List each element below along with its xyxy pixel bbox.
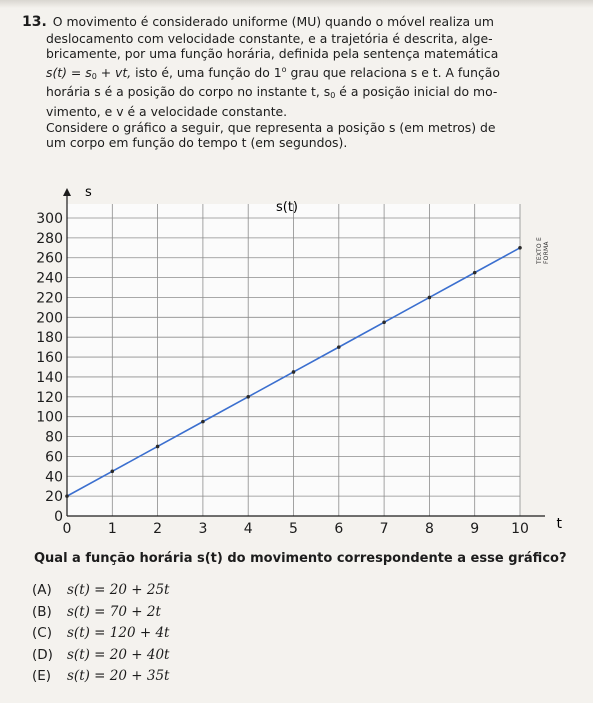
x-axis-label: t [556, 516, 562, 532]
data-point [246, 395, 250, 399]
question-line-4-text: isto é, uma função do 1 [131, 64, 282, 80]
data-point [337, 345, 341, 349]
position-time-chart [0, 178, 560, 543]
y-tick-label: 80 [45, 429, 63, 446]
option-d-text: s(t) = 20 + 40t [67, 646, 170, 663]
x-tick-label: 6 [334, 521, 344, 537]
y-tick-label: 260 [36, 250, 63, 267]
s0-subscript: 0 [330, 91, 336, 101]
data-point [518, 246, 522, 250]
x-tick-label: 8 [424, 521, 434, 537]
y-tick-label: 220 [36, 290, 63, 307]
question-line-1-text: O movimento é considerado uniforme (MU) quando o móvel realiza um [52, 14, 494, 29]
data-point [428, 296, 432, 300]
option-e[interactable] [32, 666, 169, 688]
data-point [473, 271, 477, 275]
y-axis-arrow [63, 188, 71, 196]
x-tick-label: 10 [511, 521, 529, 537]
option-d[interactable] [32, 645, 169, 667]
equation-subscript: 0 [91, 71, 97, 81]
degree-superscript: o [281, 64, 287, 74]
y-tick-label: 180 [36, 330, 63, 347]
y-tick-label: 140 [36, 369, 63, 386]
question-line-8: um corpo em função do tempo t (em segundos). [46, 135, 348, 151]
x-tick-label: 1 [107, 521, 117, 537]
equation-rest: + vt, [96, 64, 132, 80]
x-tick-label: 4 [243, 521, 253, 537]
x-tick-label: 7 [379, 521, 389, 537]
question-line-4-end: grau que relaciona s e t. A função [286, 64, 500, 80]
question-line-7: Considere o gráfico a seguir, que representa a posição s (em metros) de [46, 119, 496, 135]
y-tick-label: 100 [36, 409, 63, 426]
option-c[interactable] [32, 623, 169, 645]
y-tick-label: 0 [54, 509, 63, 525]
x-tick-label: 0 [62, 521, 72, 537]
x-tick-label: 5 [289, 521, 298, 537]
y-tick-label: 40 [45, 469, 63, 486]
y-tick-label: 160 [36, 350, 63, 367]
question-prompt: Qual a função horária s(t) do movimento correspondente a esse gráfico? [34, 551, 567, 566]
y-tick-label: 60 [45, 449, 63, 466]
data-point [382, 321, 386, 325]
option-a[interactable] [32, 580, 169, 602]
y-tick-label: 20 [45, 489, 63, 506]
option-c-label: (C) [32, 625, 52, 641]
option-e-label: (E) [32, 668, 52, 684]
data-point [65, 494, 69, 498]
y-tick-label: 240 [36, 270, 63, 287]
question-line-4 [22, 62, 562, 85]
x-tick-label: 9 [470, 521, 480, 537]
option-d-label: (D) [32, 646, 53, 663]
question-line-5-a: horária s é a posição do corpo no instante t, s [46, 84, 331, 100]
option-b[interactable] [32, 602, 169, 624]
question-line-5-b: é a posição inicial do mo- [335, 84, 498, 100]
y-tick-label: 120 [36, 389, 63, 406]
y-tick-label: 280 [36, 230, 63, 247]
y-tick-label: 200 [36, 310, 63, 327]
question-text [22, 14, 562, 151]
data-point [111, 470, 115, 474]
question-line-1 [22, 14, 562, 31]
question-number: 13. [22, 14, 47, 30]
equation-s: s(t) = s [46, 64, 92, 80]
question-line-5 [22, 84, 562, 104]
page-top-edge [0, 0, 593, 8]
option-b-text: s(t) = 70 + 2t [67, 603, 161, 620]
x-tick-label: 2 [153, 521, 163, 537]
question-line-2: deslocamento com velocidade constante, e a trajetória é descrita, alge- [46, 30, 493, 46]
y-axis-label: s [85, 185, 92, 200]
data-point [156, 445, 160, 449]
x-tick-label: 3 [198, 521, 208, 537]
chart-title: s(t) [275, 200, 299, 215]
chart-grid [67, 204, 520, 516]
data-point [292, 370, 296, 374]
y-tick-label: 300 [36, 211, 63, 227]
answer-options [32, 580, 169, 688]
option-a-text: s(t) = 20 + 25t [67, 582, 170, 598]
option-e-text: s(t) = 20 + 35t [67, 668, 170, 684]
option-c-text: s(t) = 120 + 4t [67, 625, 170, 641]
option-b-label: (B) [32, 603, 52, 620]
question-line-6: vimento, e v é a velocidade constante. [46, 103, 288, 119]
data-point [201, 420, 205, 424]
question-line-3: bricamente, por uma função horária, definida pela sentença matemática [46, 46, 499, 62]
option-a-label: (A) [32, 582, 52, 598]
side-note: TEXTO E FORMA [536, 237, 550, 264]
